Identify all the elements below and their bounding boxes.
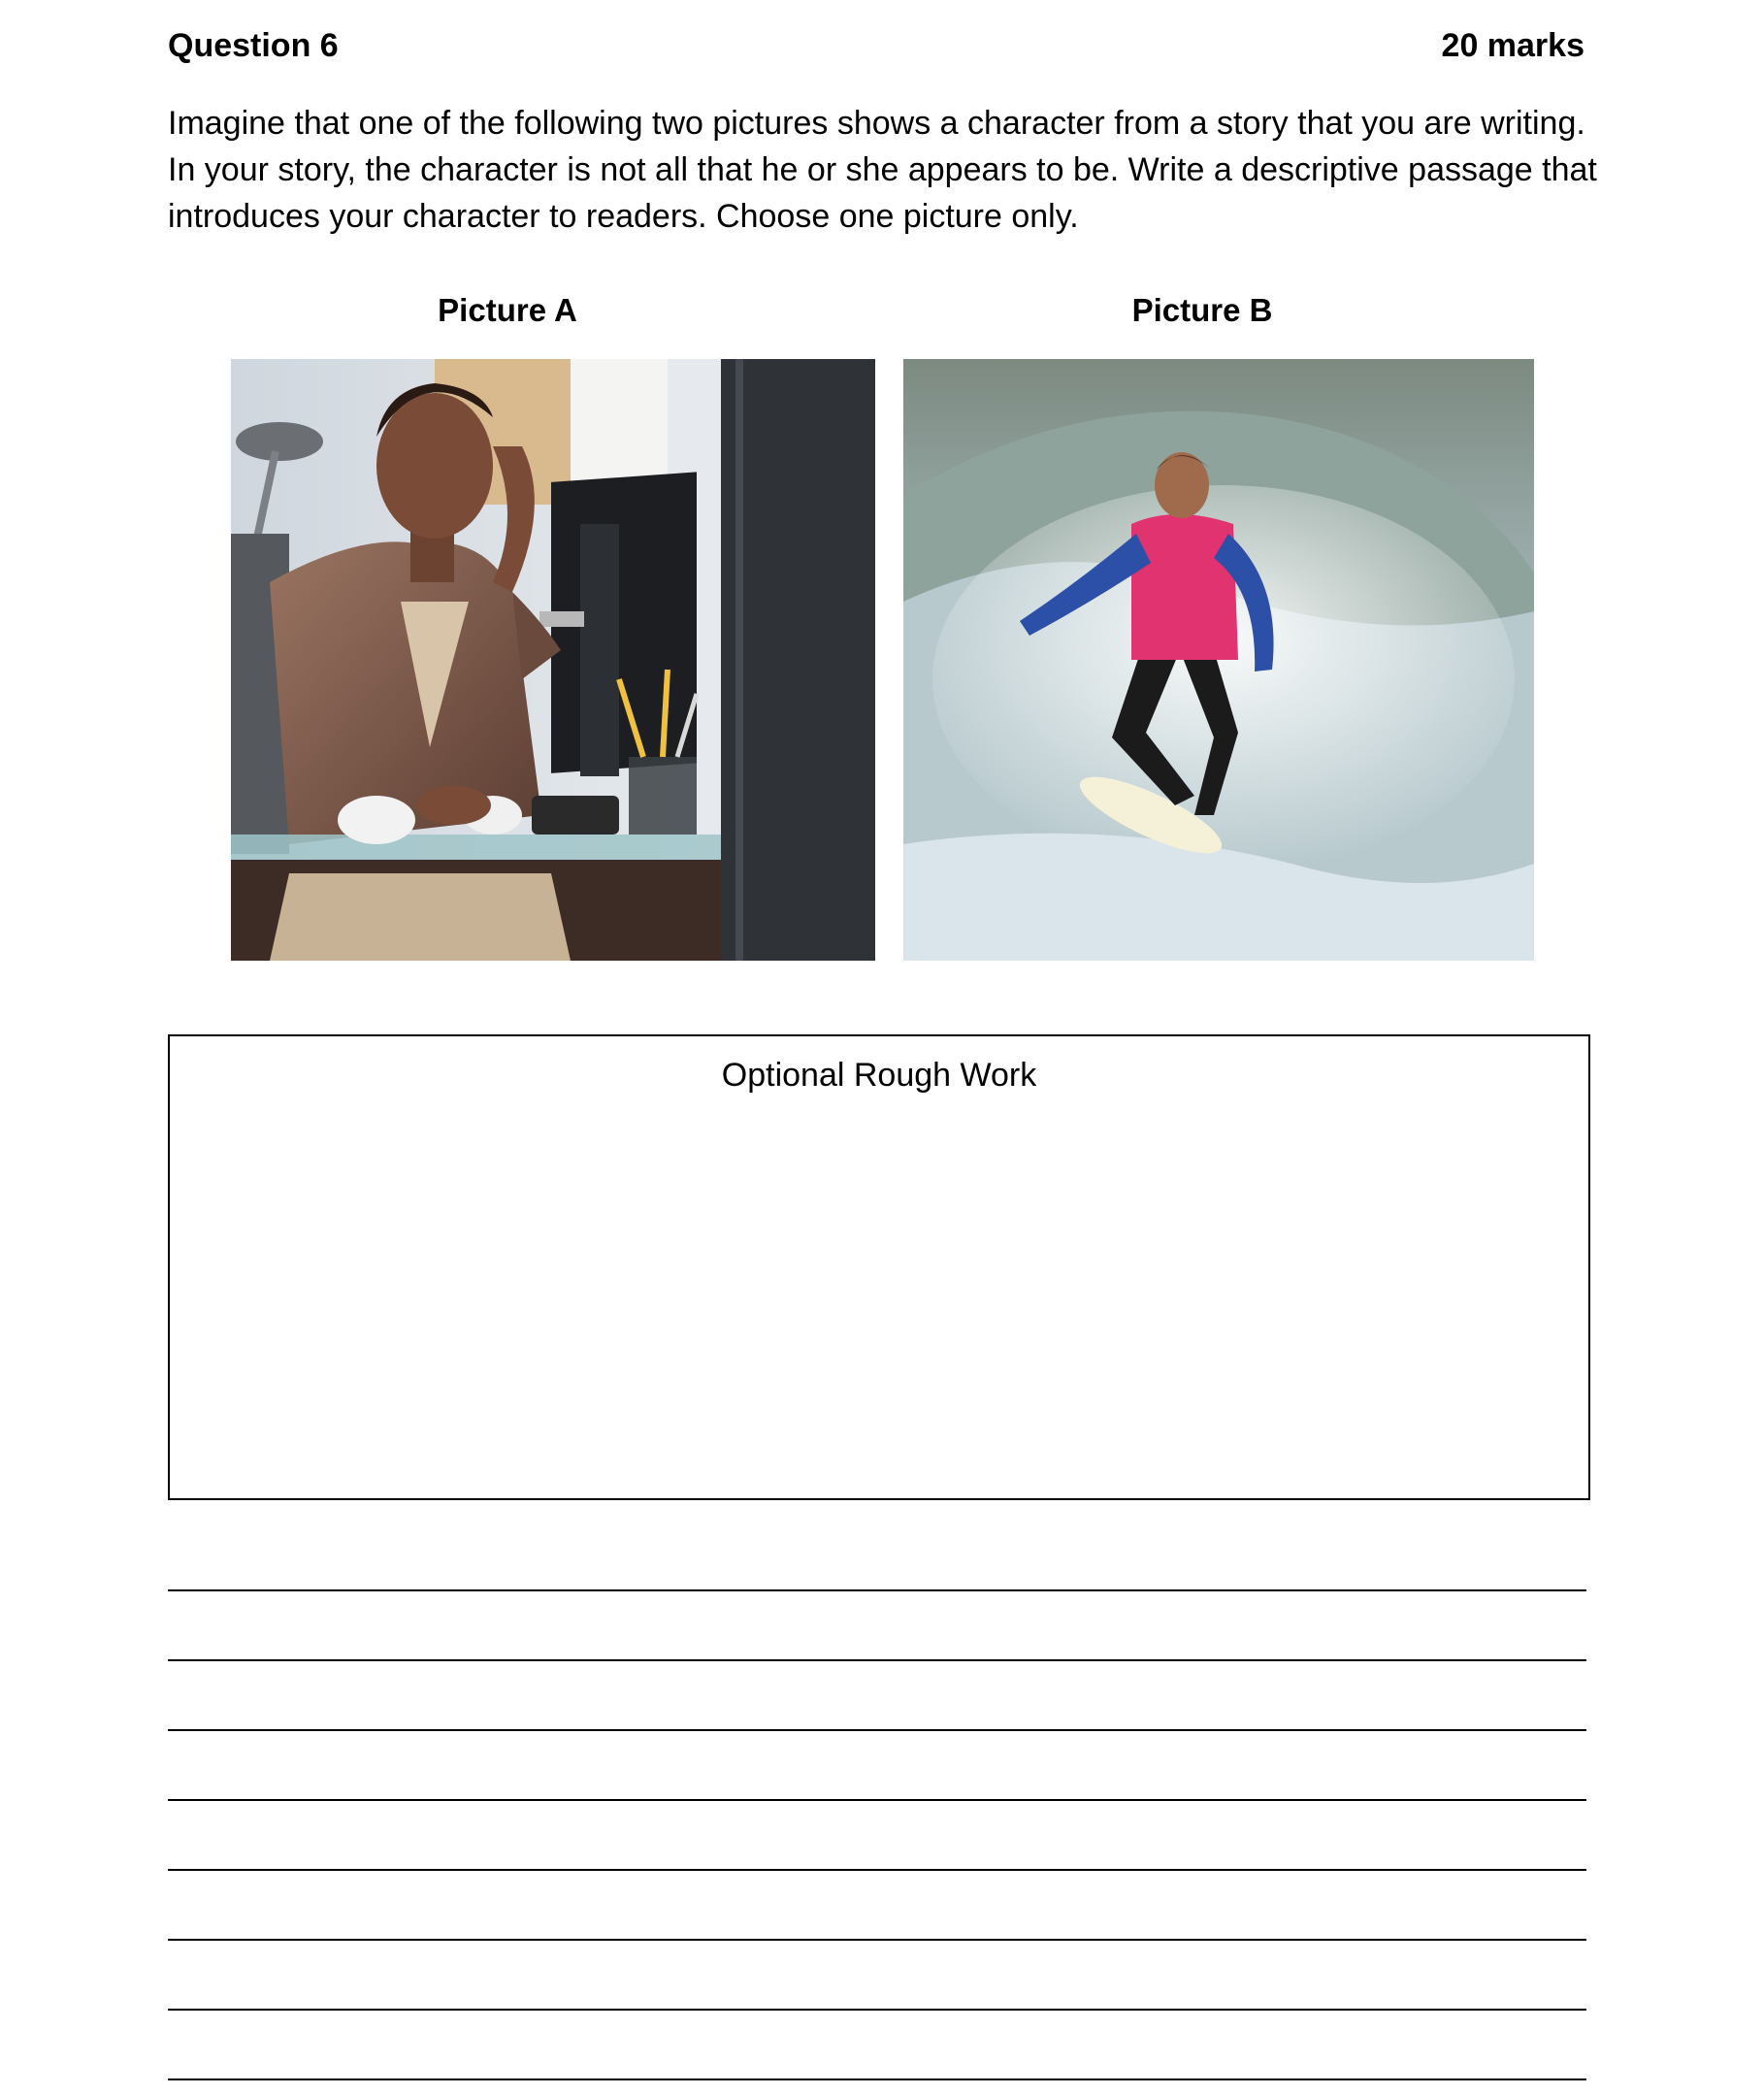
question-prompt [168, 100, 1604, 240]
prompt-line: In your story, the character is not all that he or she appears to be. Write a descriptive passage that [168, 151, 1597, 188]
prompt-line: introduces your character to readers. Choose one picture only. [168, 198, 1079, 235]
rough-work-title: Optional Rough Work [721, 1057, 1037, 1094]
answer-line[interactable] [168, 1939, 1586, 1941]
answer-line[interactable] [168, 2009, 1586, 2011]
surfer-illustration [903, 359, 1534, 961]
picture-b-photo [903, 359, 1534, 961]
picture-a-label: Picture A [438, 292, 577, 328]
answer-line[interactable] [168, 1659, 1586, 1661]
answer-line[interactable] [168, 2079, 1586, 2080]
question-title: Question 6 [168, 27, 339, 64]
answer-line[interactable] [168, 1799, 1586, 1801]
question-header [168, 21, 1584, 70]
rough-work-box[interactable] [168, 1034, 1590, 1500]
office-woman-illustration [231, 359, 875, 961]
answer-line[interactable] [168, 1729, 1586, 1731]
prompt-line: Imagine that one of the following two pictures shows a character from a story that you are writing. [168, 105, 1585, 142]
question-marks: 20 marks [1441, 27, 1584, 64]
answer-line[interactable] [168, 1869, 1586, 1871]
picture-b-label: Picture B [1131, 292, 1273, 328]
picture-a-photo [231, 359, 875, 961]
answer-line[interactable] [168, 1589, 1586, 1591]
